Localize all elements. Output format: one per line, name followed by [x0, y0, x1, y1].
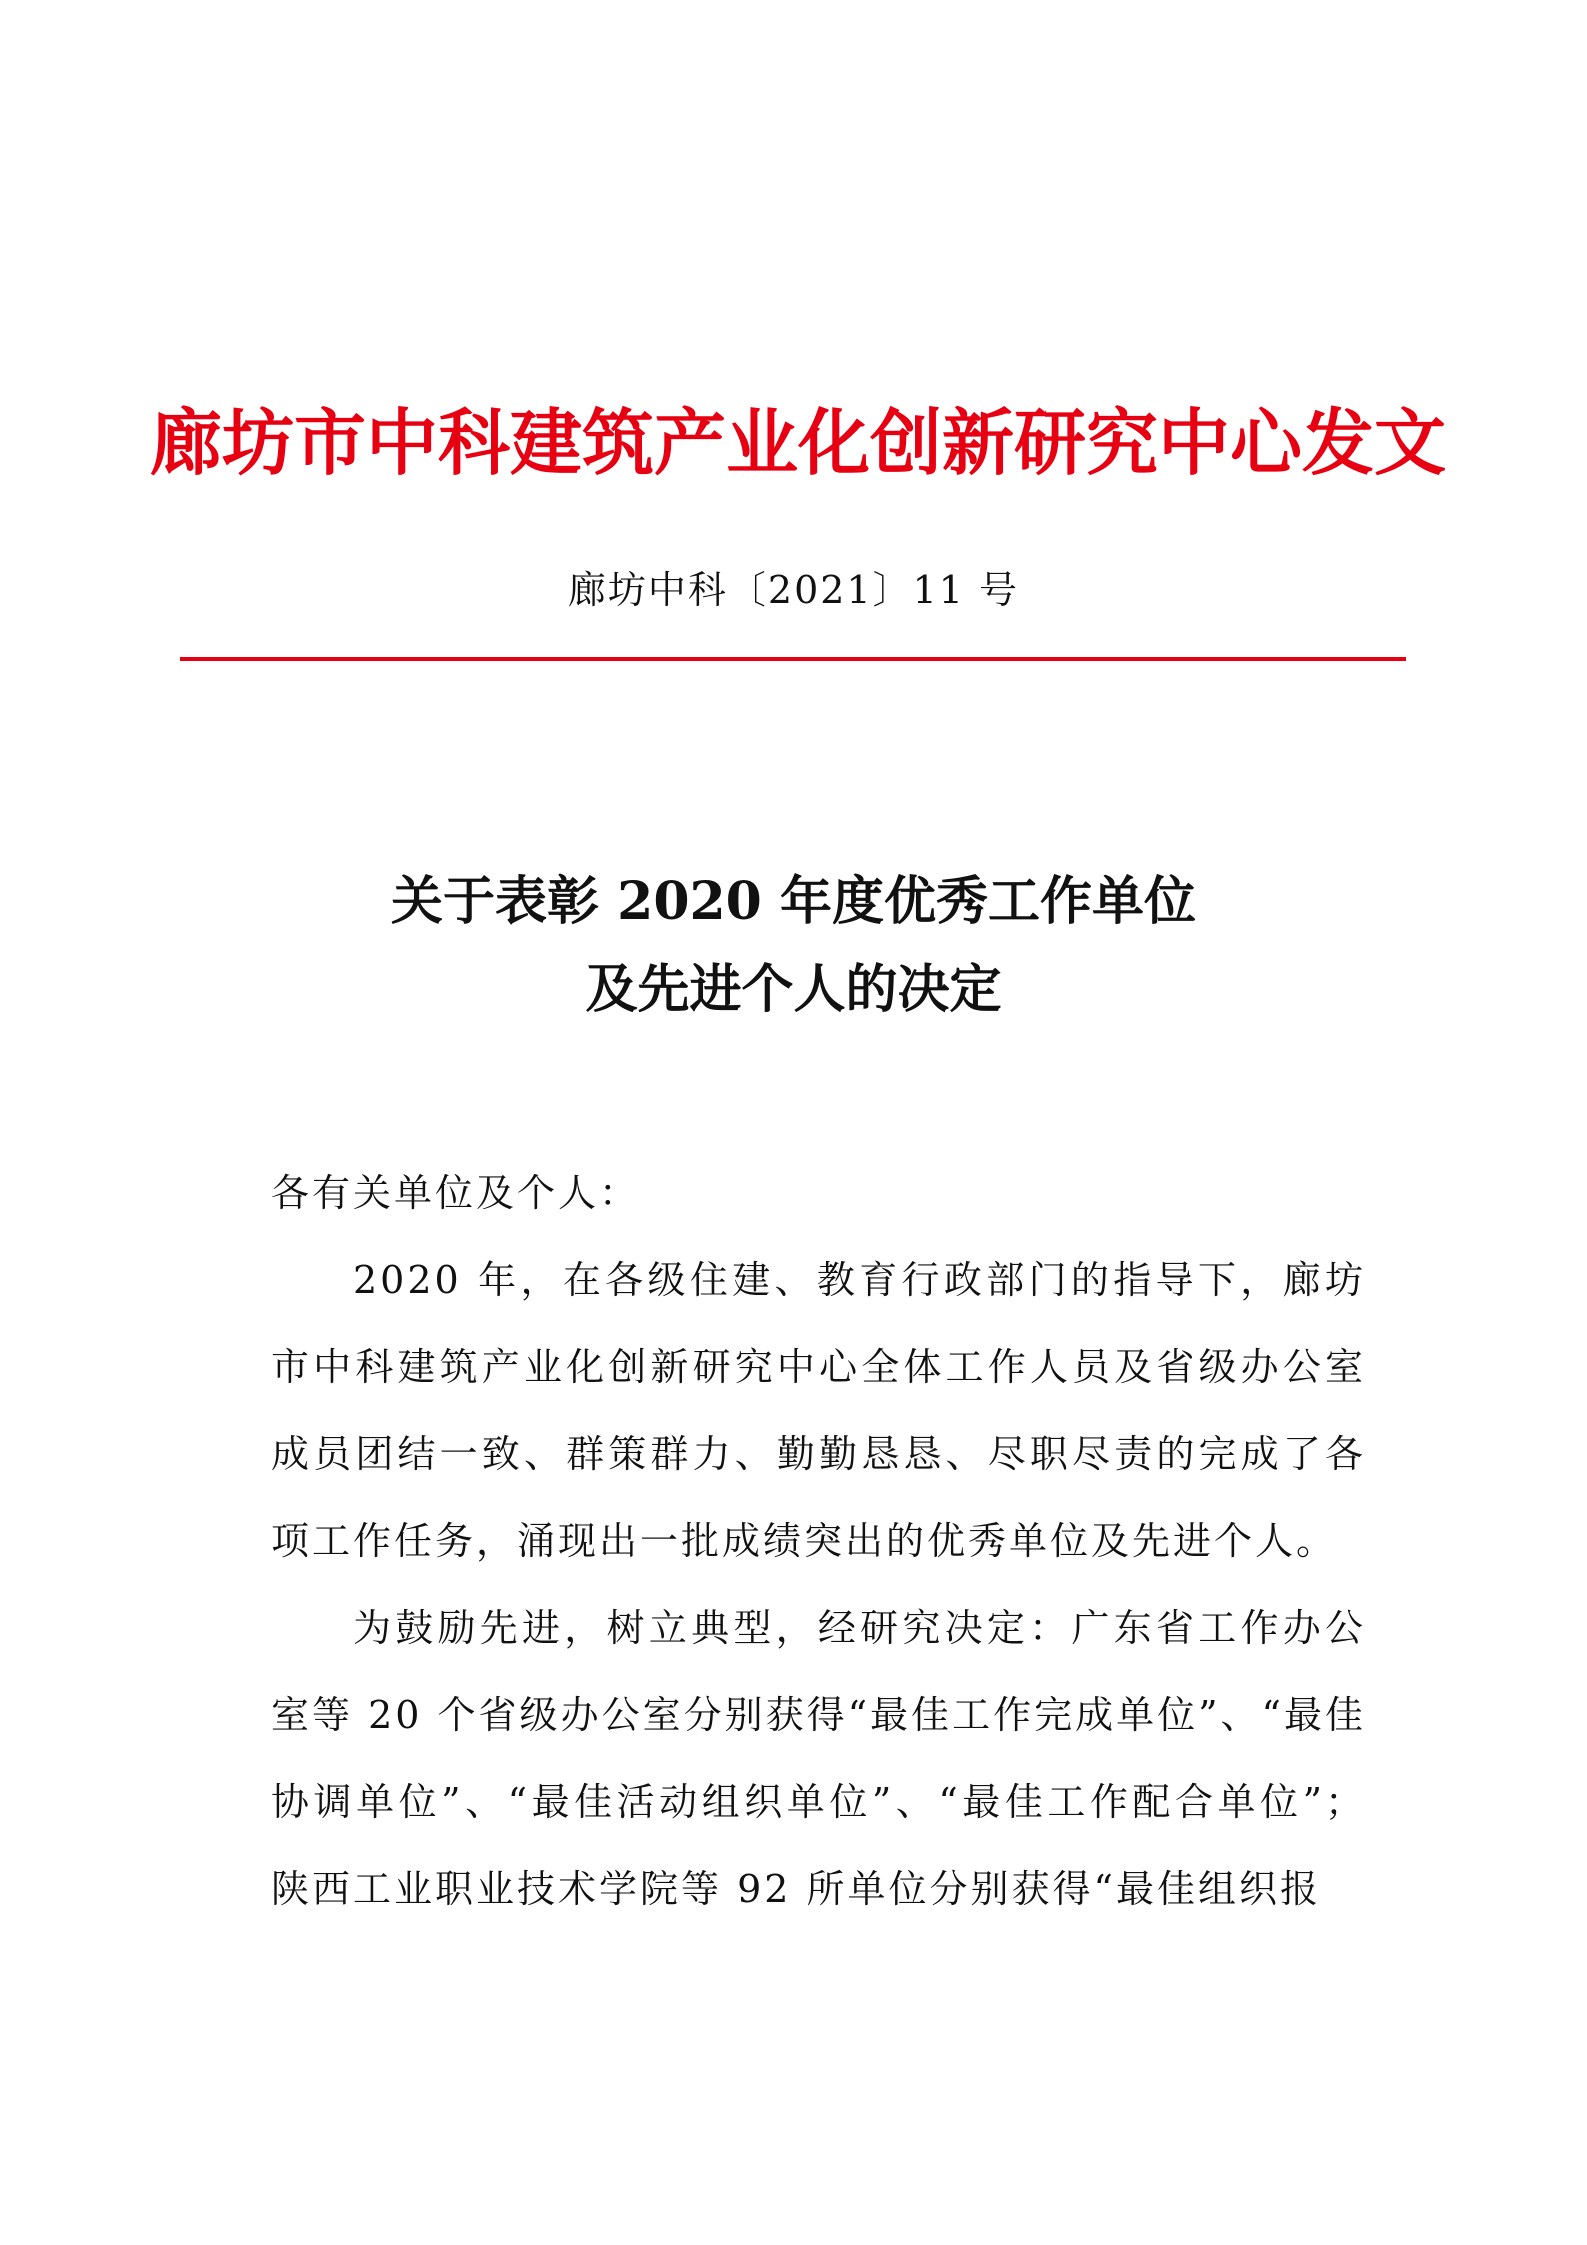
- title-line-2: 及先进个人的决定: [585, 959, 1002, 1020]
- paragraph-2: 为鼓励先进，树立典型，经研究决定：广东省工作办公室等 20 个省级办公室分别获得“最佳工作完成单位”、“最佳协调单位”、“最佳活动组织单位”、“最佳工作配合单位”；陕西工业职业技术学院等 92 所单位分别获得“最佳组织报: [271, 1606, 1366, 1911]
- issuer-heading: 廊坊市中科建筑产业化创新研究中心发文: [150, 401, 1447, 485]
- document-title: [150, 858, 1437, 1034]
- document-number: 廊坊中科〔2021〕11 号: [567, 568, 1020, 612]
- salutation: 各有关单位及个人：: [271, 1171, 641, 1215]
- paragraph-1: 2020 年，在各级住建、教育行政部门的指导下，廊坊市中科建筑产业化创新研究中心全体工作人员及省级办公室成员团结一致、群策群力、勤勤恳恳、尽职尽责的完成了各项工作任务，涌现出一批成绩突出的优秀单位及先进个人。: [271, 1258, 1366, 1563]
- red-divider-line: [180, 657, 1406, 661]
- title-line-1: 关于表彰 2020 年度优秀工作单位: [391, 871, 1196, 932]
- document-body: [271, 1150, 1366, 1933]
